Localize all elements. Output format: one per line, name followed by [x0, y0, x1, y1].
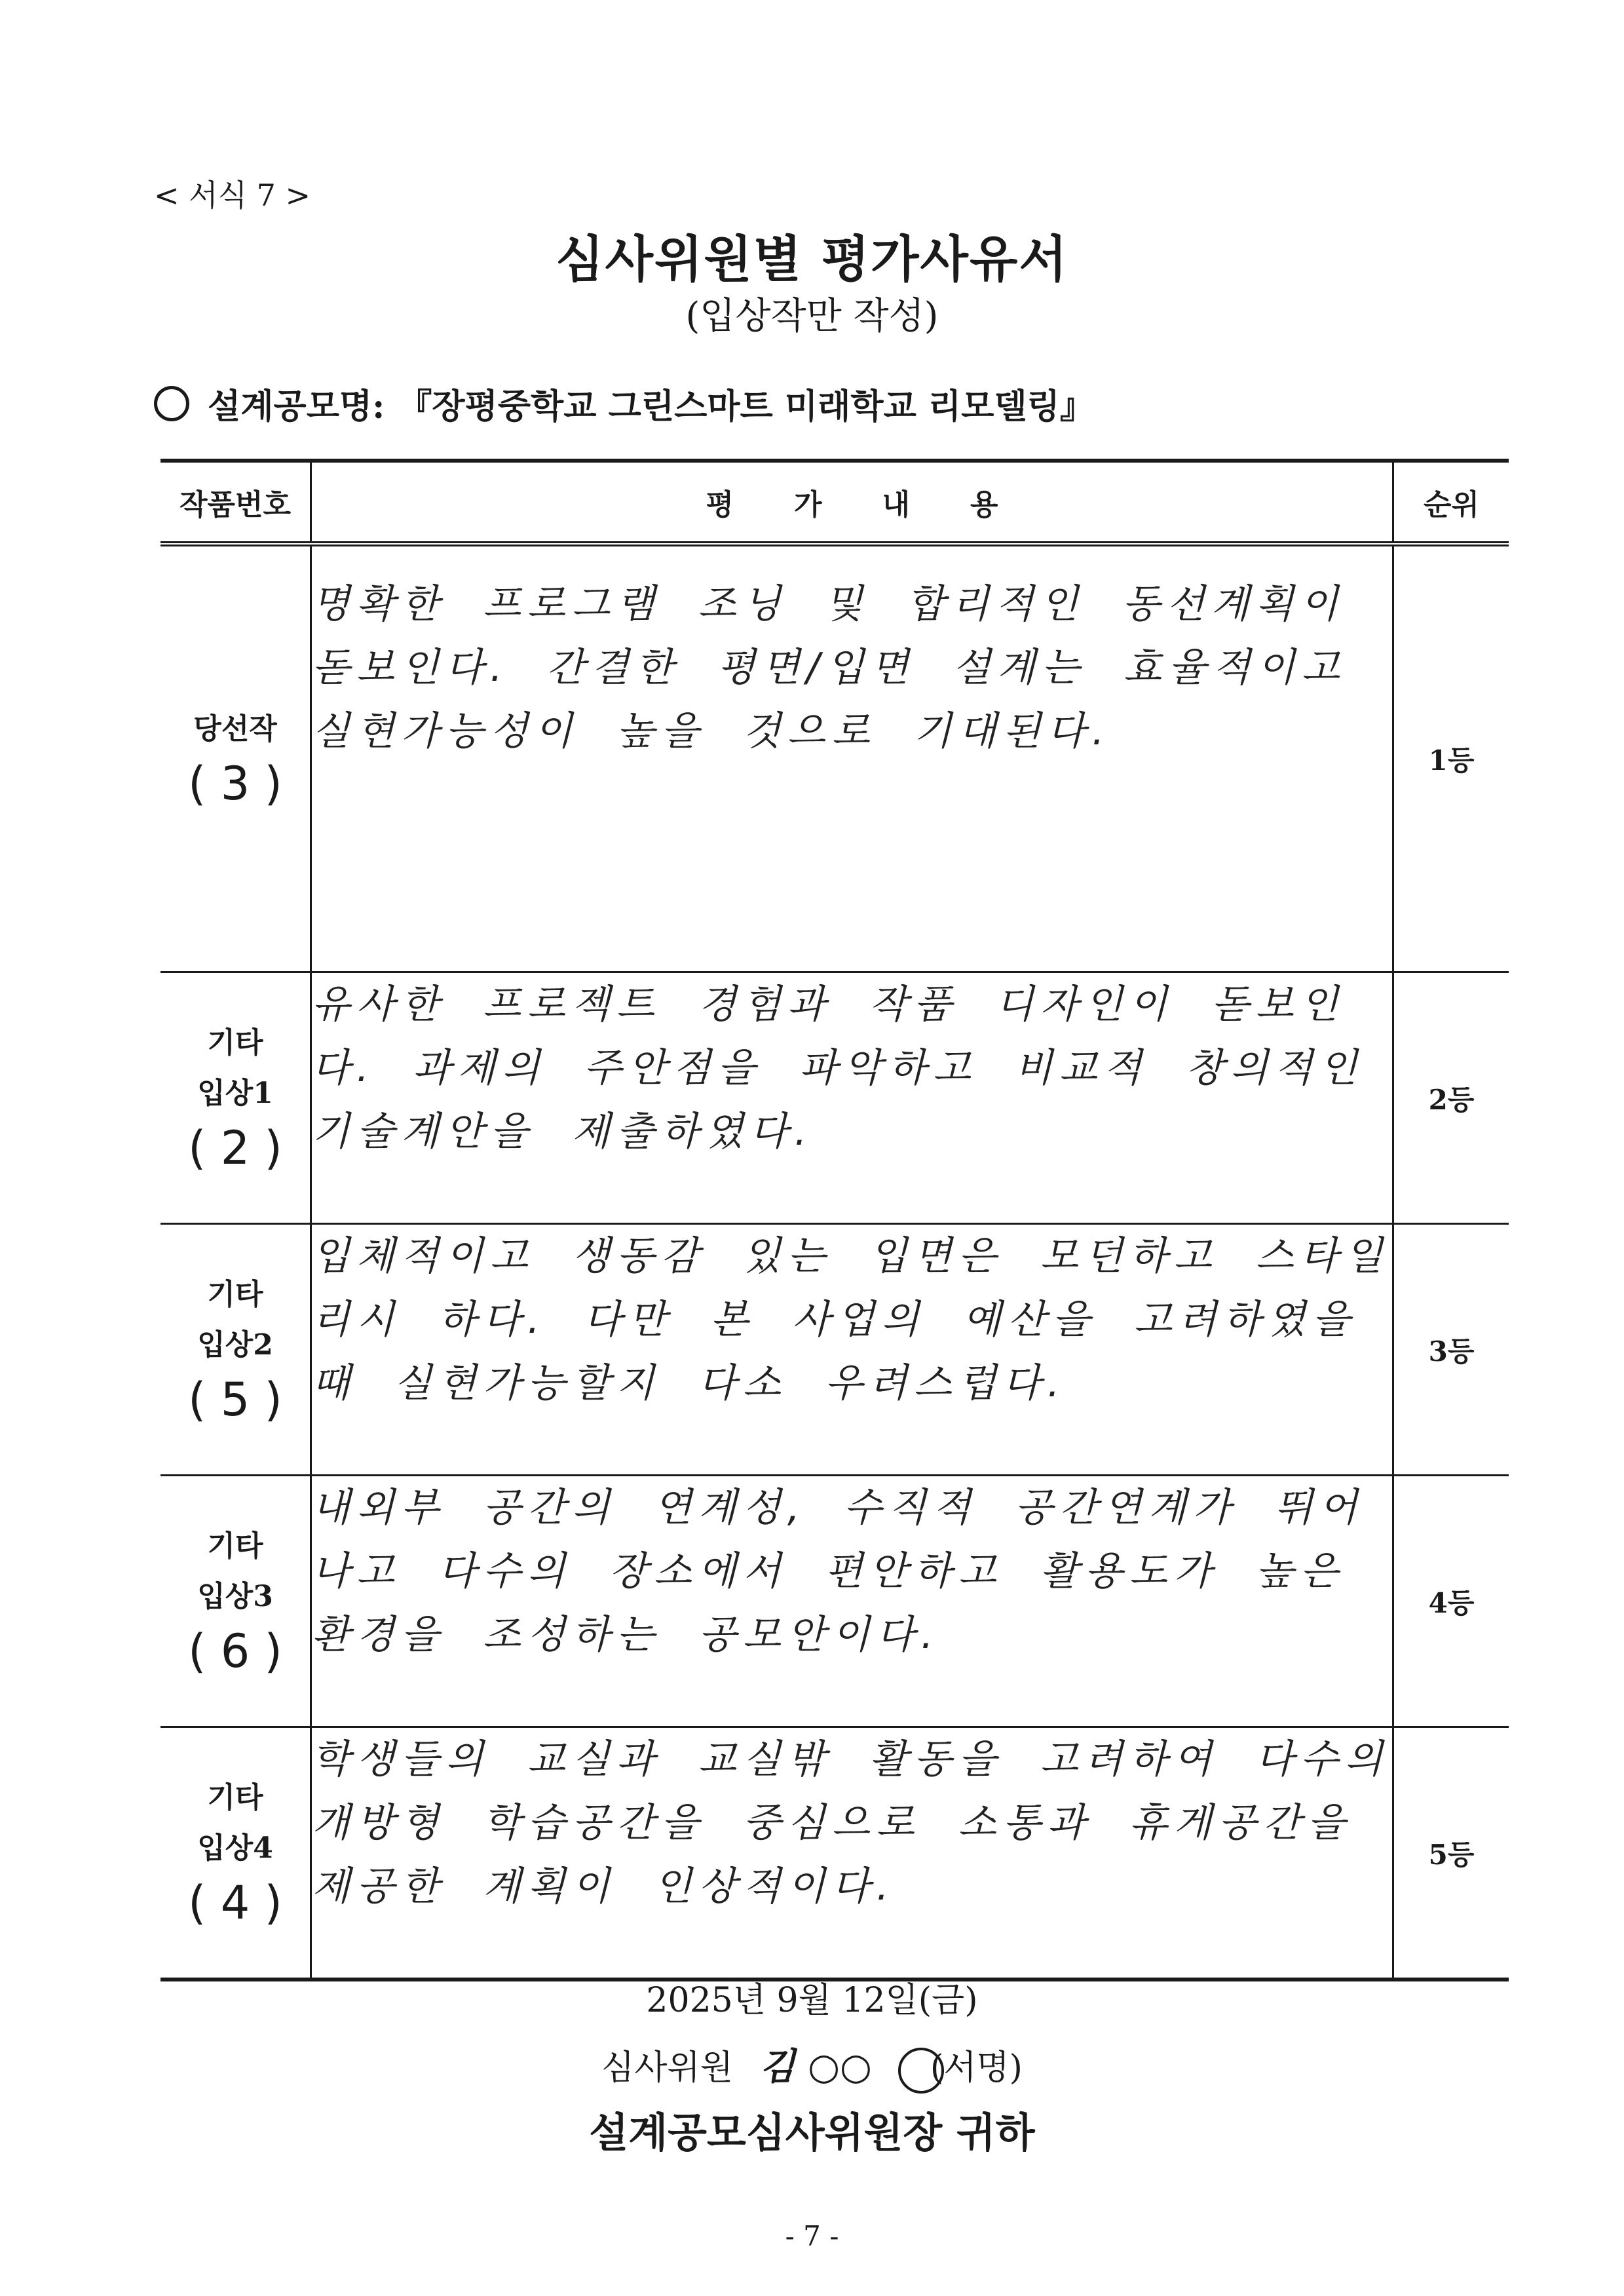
entry-number: ( 5 ) — [188, 1373, 282, 1426]
entry-category: 기타 — [207, 1026, 263, 1060]
rank-cell: 3등 — [1393, 1224, 1509, 1476]
evaluation-text: 유사한 프로젝트 경험과 작품 디자인이 돋보인다. 과제의 주안점을 파악하고 비교적 창의적인 기술계안을 제출하였다. — [311, 972, 1393, 1224]
entry-cell — [161, 1476, 311, 1727]
header-rank: 순위 — [1393, 461, 1509, 544]
rank-cell: 5등 — [1393, 1727, 1509, 1980]
table-header-row — [161, 461, 1509, 544]
entry-subcategory: 입상3 — [197, 1580, 273, 1613]
entry-number: ( 4 ) — [188, 1876, 282, 1930]
entry-subcategory: 입상4 — [197, 1831, 273, 1865]
table-row — [161, 1476, 1509, 1727]
rank-cell: 2등 — [1393, 972, 1509, 1224]
evaluation-text: 명확한 프로그램 조닝 및 합리적인 동선계획이 돋보인다. 간결한 평면/입면 설계는 효율적이고 실현가능성이 높을 것으로 기대된다. — [311, 544, 1393, 972]
addressee: 설계공모심사위원장 귀하 — [589, 2109, 1035, 2156]
entry-subcategory: 입상2 — [197, 1328, 273, 1362]
rank-cell: 1등 — [1393, 544, 1509, 972]
entry-number: ( 2 ) — [188, 1121, 282, 1175]
entry-cell — [161, 1224, 311, 1476]
entry-subcategory: 입상1 — [197, 1077, 273, 1110]
contest-label: 설계공모명: — [208, 387, 385, 427]
document-date: 2025년 9월 12일(금) — [646, 1981, 978, 2020]
table-row — [161, 972, 1509, 1224]
entry-category: 기타 — [207, 1781, 263, 1814]
evaluation-text: 학생들의 교실과 교실밖 활동을 고려하여 다수의 개방형 학습공간을 중심으로 소통과 휴게공간을 제공한 계획이 인상적이다. — [311, 1727, 1393, 1980]
page-number: - 7 - — [785, 2220, 839, 2252]
entry-category: 기타 — [207, 1529, 263, 1563]
signature-label: 심사위원 — [601, 2048, 733, 2088]
evaluation-text: 내외부 공간의 연계성, 수직적 공간연계가 뛰어나고 다수의 장소에서 편안하고 활용도가 높은 환경을 조성하는 공모안이다. — [311, 1476, 1393, 1727]
signature-line — [0, 2038, 1624, 2094]
entry-category: 당선작 — [193, 712, 277, 746]
header-entry-no: 작품번호 — [161, 461, 311, 544]
table-row — [161, 1224, 1509, 1476]
entry-category: 기타 — [207, 1278, 263, 1311]
entry-cell — [161, 544, 311, 972]
signature-suffix: (서명) — [930, 2048, 1023, 2088]
signature-name: 김 ○○ — [759, 2046, 872, 2088]
entry-number: ( 6 ) — [188, 1624, 282, 1678]
document-title: 심사위원별 평가사유서 — [556, 230, 1068, 288]
evaluation-table — [161, 459, 1509, 1981]
rank-cell: 4등 — [1393, 1476, 1509, 1727]
table-row — [161, 1727, 1509, 1980]
contest-name: 『장평중학교 그린스마트 미래학교 리모델링』 — [398, 387, 1094, 427]
evaluation-text: 입체적이고 생동감 있는 입면은 모던하고 스타일리시 하다. 다만 본 사업의 예산을 고려하였을 때 실현가능할지 다소 우려스럽다. — [311, 1224, 1393, 1476]
entry-number: ( 3 ) — [188, 757, 282, 811]
contest-line — [154, 379, 1094, 428]
entry-cell — [161, 972, 311, 1224]
document-subtitle: (입상작만 작성) — [685, 295, 939, 337]
circle-bullet-icon — [154, 386, 189, 421]
header-evaluation: 평가내용 — [311, 461, 1393, 544]
entry-cell — [161, 1727, 311, 1980]
form-number: < 서식 7 > — [154, 178, 311, 213]
table-row — [161, 544, 1509, 972]
